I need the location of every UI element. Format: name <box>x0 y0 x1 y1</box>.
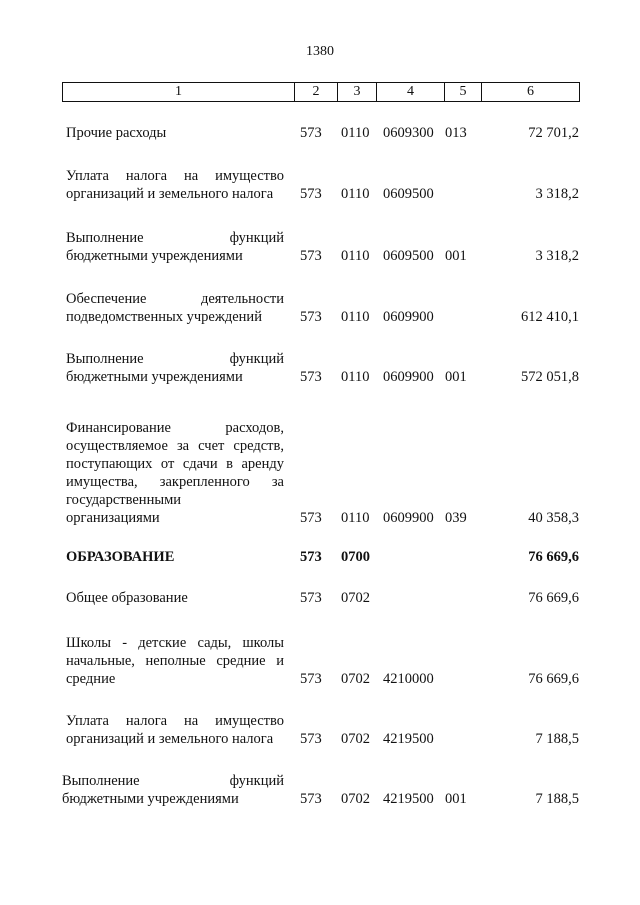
row-amount: 7 188,5 <box>535 791 579 807</box>
row-section: 0110 <box>341 510 370 526</box>
row-target-article: 0609900 <box>383 369 434 385</box>
row-description: Общее образование <box>66 590 188 606</box>
row-description: Прочие расходы <box>66 125 167 141</box>
row-code: 573 <box>300 731 322 747</box>
row-code: 573 <box>300 125 322 141</box>
row-section: 0110 <box>341 309 370 325</box>
row-section: 0702 <box>341 671 370 687</box>
row-amount: 7 188,5 <box>535 731 579 747</box>
row-description: Финансирование расходов, осуществляемое за счет средств, поступающих от сдачи в аренду имущества, закрепленного за государственными организациями <box>66 420 284 526</box>
row-section: 0110 <box>341 369 370 385</box>
row-description: Уплата налога на имущество организаций и земельного налога <box>66 713 284 747</box>
row-target-article: 4219500 <box>383 731 434 747</box>
column-header-2: 2 <box>295 83 338 101</box>
row-description: Обеспечение деятельности подведомственных учреждений <box>66 291 284 325</box>
row-code: 573 <box>300 369 322 385</box>
row-section: 0110 <box>341 186 370 202</box>
row-amount: 3 318,2 <box>535 248 579 264</box>
row-code: 573 <box>300 309 322 325</box>
row-amount: 40 358,3 <box>528 510 579 526</box>
row-target-article: 4210000 <box>383 671 434 687</box>
row-amount: 76 669,6 <box>528 590 579 606</box>
column-header-row <box>62 82 580 102</box>
row-amount: 76 669,6 <box>528 549 579 565</box>
row-section: 0702 <box>341 590 370 606</box>
row-expense-type: 001 <box>445 369 467 385</box>
row-section: 0110 <box>341 248 370 264</box>
row-code: 573 <box>300 248 322 264</box>
row-amount: 3 318,2 <box>535 186 579 202</box>
row-description: Выполнение функций бюджетными учреждениями <box>66 230 284 264</box>
row-section: 0700 <box>341 549 370 565</box>
row-section: 0110 <box>341 125 370 141</box>
row-target-article: 0609900 <box>383 510 434 526</box>
row-description: Уплата налога на имущество организаций и земельного налога <box>66 168 284 202</box>
column-header-3: 3 <box>338 83 377 101</box>
row-amount: 72 701,2 <box>528 125 579 141</box>
row-expense-type: 001 <box>445 791 467 807</box>
row-expense-type: 039 <box>445 510 467 526</box>
row-target-article: 0609300 <box>383 125 434 141</box>
row-description: ОБРАЗОВАНИЕ <box>66 549 175 565</box>
row-target-article: 0609900 <box>383 309 434 325</box>
column-header-1: 1 <box>63 83 295 101</box>
row-section: 0702 <box>341 731 370 747</box>
row-description: Школы - детские сады, школы начальные, неполные средние и средние <box>66 635 284 687</box>
row-code: 573 <box>300 186 322 202</box>
row-code: 573 <box>300 671 322 687</box>
row-code: 573 <box>300 791 322 807</box>
row-amount: 76 669,6 <box>528 671 579 687</box>
row-description: Выполнение функций бюджетными учреждениями <box>66 351 284 385</box>
column-header-4: 4 <box>377 83 445 101</box>
row-code: 573 <box>300 590 322 606</box>
row-code: 573 <box>300 510 322 526</box>
column-header-5: 5 <box>445 83 482 101</box>
row-target-article: 4219500 <box>383 791 434 807</box>
row-description: Выполнение функций бюджетными учреждениями <box>62 773 284 807</box>
row-amount: 572 051,8 <box>521 369 579 385</box>
row-code: 573 <box>300 549 322 565</box>
row-section: 0702 <box>341 791 370 807</box>
row-target-article: 0609500 <box>383 248 434 264</box>
column-header-6: 6 <box>527 84 534 99</box>
row-amount: 612 410,1 <box>521 309 579 325</box>
row-target-article: 0609500 <box>383 186 434 202</box>
row-expense-type: 013 <box>445 125 467 141</box>
row-expense-type: 001 <box>445 248 467 264</box>
page-number: 1380 <box>306 44 334 59</box>
